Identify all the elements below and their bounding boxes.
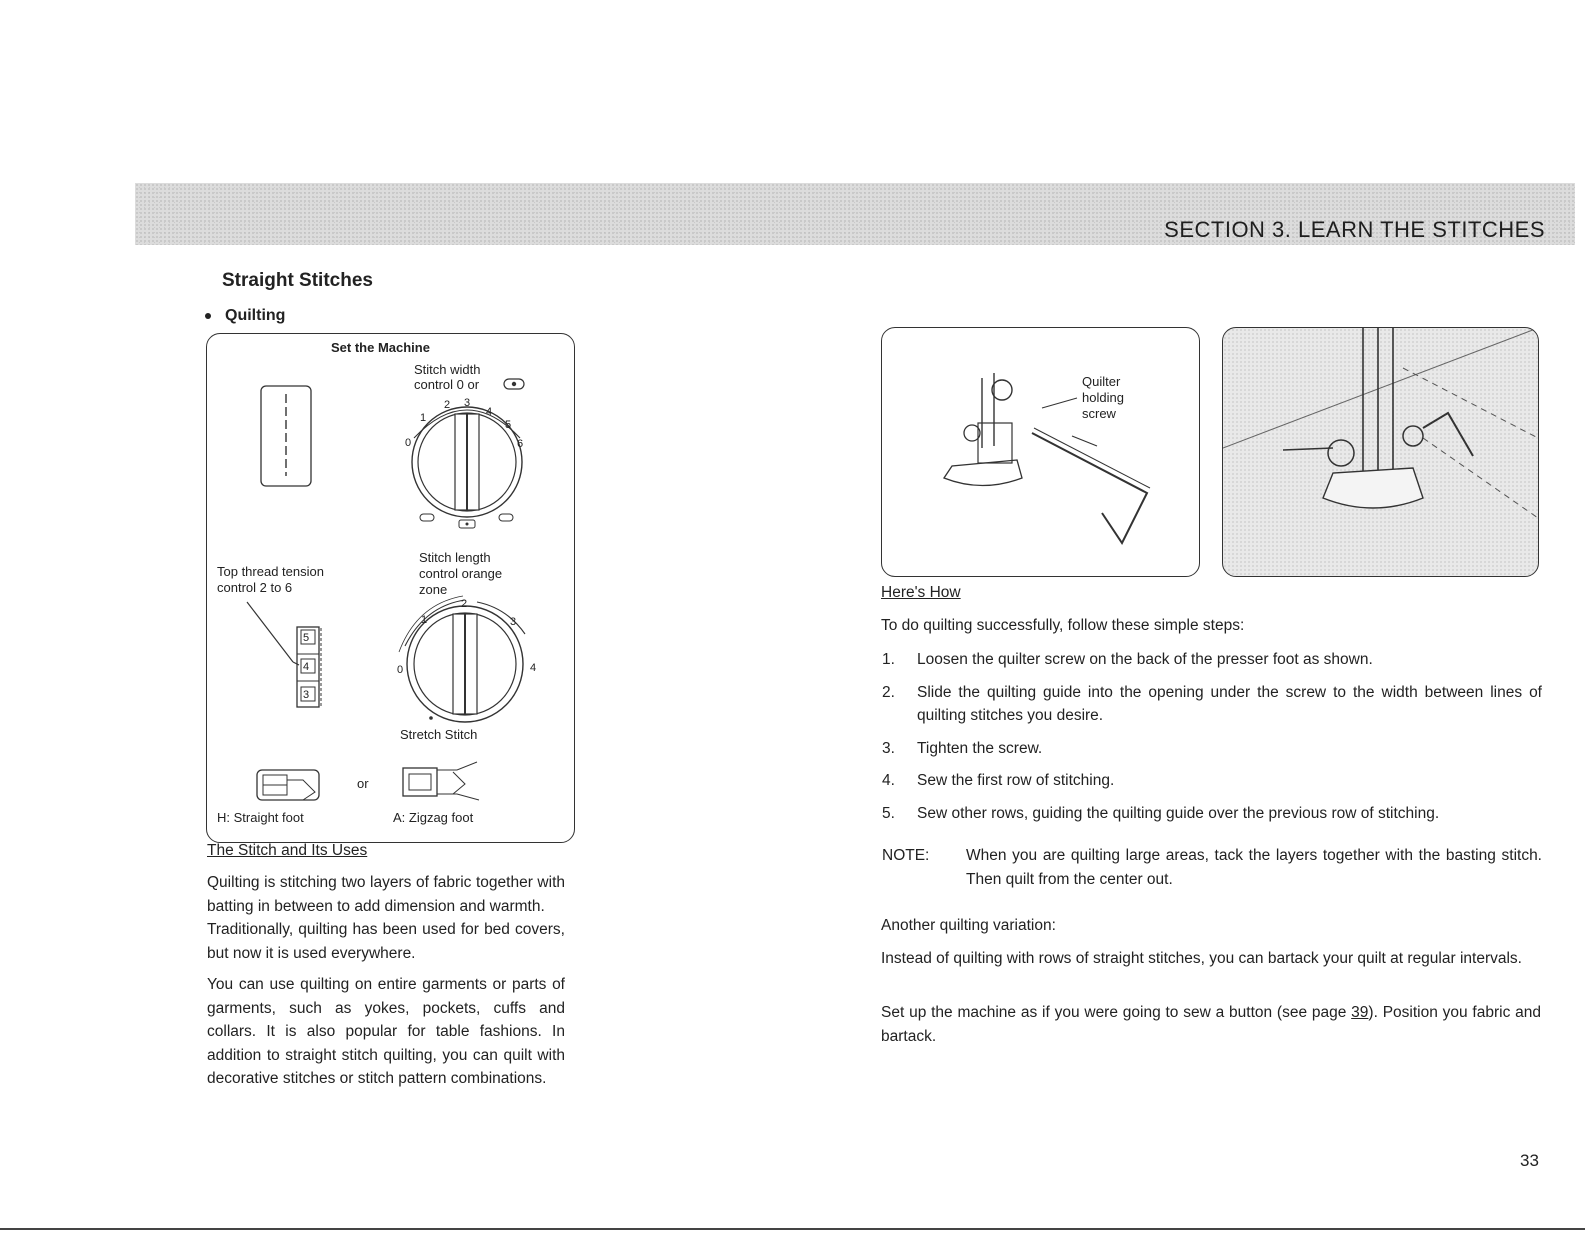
bottom-rule bbox=[0, 1228, 1585, 1230]
length-number: 3 bbox=[510, 616, 517, 628]
length-number: 4 bbox=[530, 662, 537, 674]
step-number: 3. bbox=[882, 739, 895, 757]
quilting-photo bbox=[1222, 327, 1539, 577]
tension-number: 5 bbox=[303, 632, 310, 644]
setup-text bbox=[881, 1001, 1541, 1048]
width-number: 5 bbox=[505, 419, 512, 431]
page-reference-link[interactable]: 39 bbox=[1351, 1004, 1369, 1021]
stitch-length-label-1: Stitch length bbox=[419, 550, 491, 565]
variation-text: Instead of quilting with rows of straight stitches, you can bartack your quilt at regular intervals. bbox=[881, 950, 1522, 967]
width-number: 2 bbox=[444, 399, 451, 411]
machine-settings-box bbox=[206, 333, 575, 843]
step-number: 2. bbox=[882, 683, 895, 701]
step-item bbox=[882, 737, 1542, 761]
step-text: Sew the first row of stitching. bbox=[917, 772, 1115, 789]
width-number: 3 bbox=[464, 397, 471, 409]
presser-foot-illustration bbox=[882, 328, 1199, 576]
step-item bbox=[882, 802, 1542, 826]
step-text: Slide the quilting guide into the opening under the screw to the width between lines of quilting stitches you desire. bbox=[917, 683, 1542, 724]
set-machine-heading: Set the Machine bbox=[331, 340, 430, 355]
quilter-screw-figure bbox=[881, 327, 1200, 577]
paragraph: Traditionally, quilting has been used for bed covers, but now it is used everywhere. bbox=[207, 921, 565, 962]
tension-label-1: Top thread tension bbox=[217, 564, 324, 579]
step-item bbox=[882, 648, 1542, 672]
stitch-width-label-1: Stitch width bbox=[414, 362, 481, 377]
stitch-length-label-2: control orange bbox=[419, 566, 503, 581]
length-number: 0 bbox=[397, 664, 404, 676]
quilter-label-1: Quilter bbox=[1082, 374, 1121, 389]
step-item bbox=[882, 681, 1542, 728]
subsection-label: Quilting bbox=[225, 307, 286, 324]
step-text: Tighten the screw. bbox=[917, 739, 1043, 757]
page-title: Straight Stitches bbox=[222, 270, 373, 291]
bullet-icon bbox=[205, 313, 211, 319]
length-number: 2 bbox=[461, 598, 468, 610]
length-number: 1 bbox=[421, 614, 428, 626]
quilting-guide-illustration bbox=[1223, 328, 1538, 576]
tension-number: 4 bbox=[303, 661, 310, 673]
heres-how-heading: Here's How bbox=[881, 584, 961, 601]
zigzag-foot-label: A: Zigzag foot bbox=[393, 810, 474, 825]
step-item bbox=[882, 769, 1542, 793]
tension-label-2: control 2 to 6 bbox=[217, 580, 293, 595]
step-number: 5. bbox=[882, 804, 895, 822]
stitch-length-label-3: zone bbox=[419, 582, 448, 597]
width-number: 0 bbox=[405, 437, 412, 449]
steps-intro: To do quilting successfully, follow these simple steps: bbox=[881, 617, 1245, 634]
page-number: 33 bbox=[1520, 1151, 1539, 1170]
or-label: or bbox=[357, 776, 369, 791]
width-number: 1 bbox=[420, 412, 427, 424]
section-label: SECTION 3. LEARN THE STITCHES bbox=[1164, 217, 1545, 242]
setup-text-end: ). Position you fabric and bartack. bbox=[881, 1004, 1541, 1045]
subsection-title bbox=[205, 307, 285, 325]
stitch-uses-body bbox=[207, 871, 565, 1099]
step-text: Sew other rows, guiding the quilting guide over the previous row of stitching. bbox=[917, 804, 1440, 822]
step-text: Loosen the quilter screw on the back of the presser foot as shown. bbox=[917, 651, 1373, 668]
width-number: 6 bbox=[517, 438, 524, 450]
paragraph: Quilting is stitching two layers of fabric together with batting in between to add dimension and warmth. bbox=[207, 874, 565, 915]
width-number: 4 bbox=[486, 406, 493, 418]
stitch-uses-heading: The Stitch and Its Uses bbox=[207, 842, 368, 859]
quilter-label-2: holding bbox=[1082, 390, 1124, 405]
steps-list bbox=[882, 648, 1542, 834]
note-label: NOTE: bbox=[882, 847, 930, 864]
variation-heading: Another quilting variation: bbox=[881, 917, 1056, 934]
section-banner bbox=[135, 183, 1575, 245]
step-number: 4. bbox=[882, 772, 895, 789]
stretch-stitch-label: Stretch Stitch bbox=[400, 727, 478, 742]
step-number: 1. bbox=[882, 651, 895, 668]
note-block bbox=[882, 844, 1542, 891]
quilter-label-3: screw bbox=[1082, 406, 1116, 421]
straight-foot-label: H: Straight foot bbox=[217, 810, 304, 825]
paragraph: You can use quilting on entire garments or parts of garments, such as yokes, pockets, cuffs and collars. It is also popular for table fashions. In addition to straight stitch quilting, you can quilt with decorative stitches or stitch pattern combinations. bbox=[207, 976, 565, 1087]
note-text: When you are quilting large areas, tack the layers together with the basting stitch. Then quilt from the center out. bbox=[966, 847, 1542, 888]
tension-number: 3 bbox=[303, 689, 310, 701]
stitch-width-label-2: control 0 or bbox=[414, 377, 480, 392]
setup-text-start: Set up the machine as if you were going to sew a button (see page bbox=[881, 1004, 1352, 1021]
